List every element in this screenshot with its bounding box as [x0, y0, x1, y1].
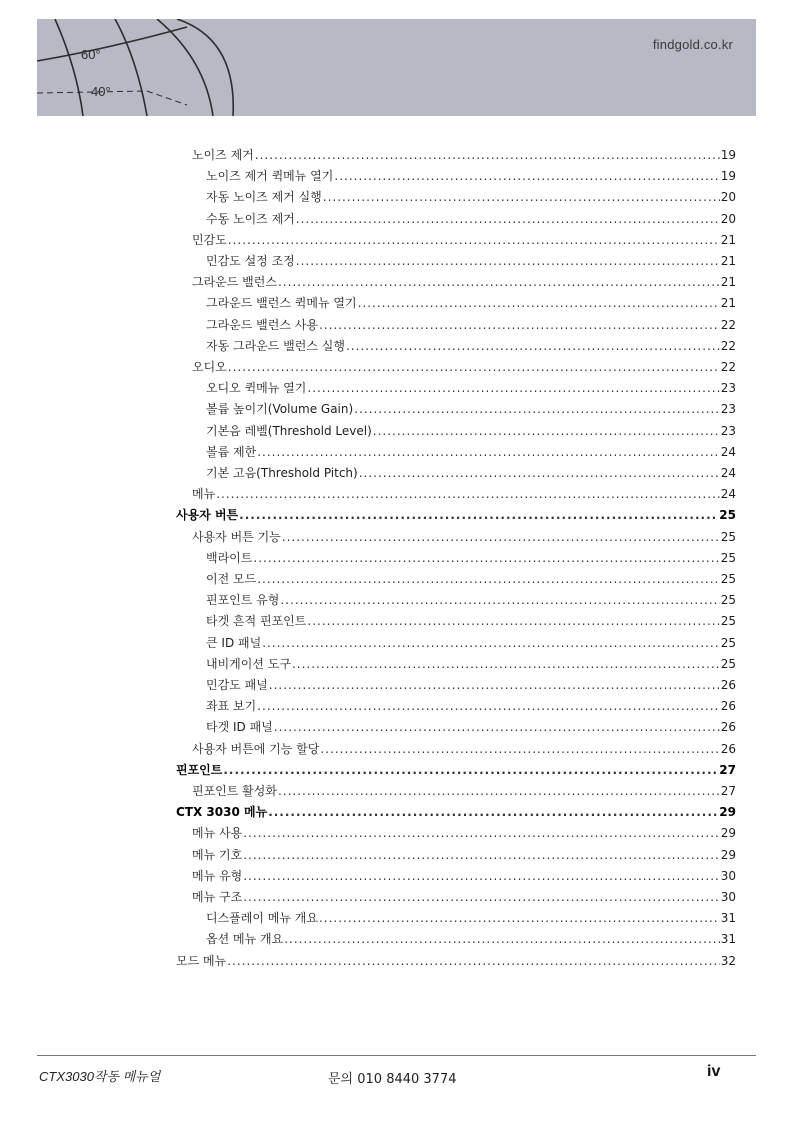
toc-entry[interactable]	[192, 782, 736, 800]
toc-leader-dots	[228, 231, 720, 249]
toc-entry-page: 22	[720, 317, 736, 332]
toc-entry-page: 19	[720, 148, 736, 162]
toc-leader-dots	[268, 803, 718, 821]
toc-entry[interactable]	[176, 506, 736, 524]
toc-entry[interactable]	[192, 231, 736, 249]
toc-entry-page: 26	[720, 720, 736, 735]
toc-entry[interactable]	[206, 697, 736, 715]
toc-entry-page: 27	[719, 762, 736, 777]
toc-entry[interactable]	[206, 422, 736, 440]
toc-entry-page: 23	[720, 423, 736, 438]
toc-leader-dots	[274, 718, 720, 736]
toc-entry-page: 31	[720, 932, 736, 947]
toc-entry-title: 메뉴 구조	[192, 890, 243, 904]
toc-entry-page: 27	[720, 784, 736, 798]
toc-entry[interactable]	[206, 718, 736, 736]
toc-entry[interactable]	[206, 930, 736, 948]
toc-leader-dots	[323, 188, 720, 206]
toc-leader-dots	[334, 167, 719, 185]
manual-title: CTX3030작동 메뉴얼	[39, 1069, 161, 1084]
toc-leader-dots	[284, 930, 720, 948]
toc-leader-dots	[255, 146, 720, 164]
toc-leader-dots	[257, 570, 720, 588]
toc-entry-title: 수동 노이즈 제거	[206, 211, 295, 226]
toc-entry-title: 기본음 레벨(Threshold Level)	[206, 423, 372, 438]
toc-entry-page: 21	[720, 254, 736, 268]
toc-entry[interactable]	[206, 167, 736, 185]
toc-entry[interactable]	[206, 549, 736, 567]
graticule-label-60: 60°	[81, 47, 101, 62]
toc-entry[interactable]	[206, 210, 736, 228]
toc-entry-title: 내비게이션 도구	[206, 656, 291, 671]
toc-entry[interactable]	[176, 803, 736, 821]
toc-leader-dots	[253, 549, 719, 567]
toc-leader-dots	[243, 824, 720, 842]
toc-entry-page: 25	[719, 508, 736, 523]
toc-entry-title: 디스플레이 메뉴 개요	[206, 911, 318, 926]
toc-entry[interactable]	[192, 867, 736, 885]
toc-leader-dots	[243, 888, 720, 906]
toc-entry-title: 민감도 설정 조정	[206, 254, 295, 268]
toc-entry-title: 이전 모드	[206, 572, 257, 586]
toc-entry[interactable]	[192, 888, 736, 906]
toc-entry[interactable]	[206, 400, 736, 418]
toc-leader-dots	[296, 210, 720, 228]
toc-entry-page: 25	[720, 593, 736, 608]
toc-entry-title: 메뉴 기호	[192, 847, 243, 862]
toc-entry-page: 24	[720, 444, 736, 459]
toc-entry-title: 그라운드 밸런스 사용	[206, 317, 318, 332]
toc-leader-dots	[319, 316, 720, 334]
toc-entry-page: 24	[720, 466, 736, 480]
toc-entry-title: 오디오 퀵메뉴 열기	[206, 381, 307, 396]
toc-entry-page: 24	[720, 487, 736, 502]
toc-entry[interactable]	[206, 443, 736, 461]
toc-entry[interactable]	[206, 464, 736, 482]
toc-entry[interactable]	[206, 337, 736, 355]
toc-entry[interactable]	[206, 252, 736, 270]
toc-entry[interactable]	[206, 909, 736, 927]
toc-entry-page: 26	[720, 678, 736, 692]
toc-entry-page: 30	[720, 890, 736, 904]
toc-entry-page: 25	[720, 635, 736, 650]
toc-leader-dots	[307, 379, 719, 397]
toc-entry-title: 모드 메뉴	[176, 953, 227, 968]
toc-entry-title: 핀포인트 활성화	[192, 784, 277, 798]
toc-entry-page: 22	[720, 338, 736, 353]
toc-leader-dots	[296, 252, 720, 270]
toc-entry[interactable]	[192, 485, 736, 503]
toc-entry-title: CTX 3030 메뉴	[176, 805, 268, 820]
toc-entry-title: 오디오	[192, 360, 227, 374]
toc-leader-dots	[227, 952, 720, 970]
toc-leader-dots	[243, 846, 720, 864]
toc-leader-dots	[292, 655, 720, 673]
toc-entry-title: 노이즈 제거	[192, 148, 254, 162]
toc-entry-page: 31	[720, 911, 736, 926]
toc-entry-page: 23	[720, 381, 736, 396]
toc-leader-dots	[373, 422, 720, 440]
toc-entry-title: 볼륨 제한	[206, 444, 257, 459]
toc-leader-dots	[269, 676, 720, 694]
toc-entry[interactable]	[192, 846, 736, 864]
toc-entry-title: 큰 ID 패널	[206, 635, 262, 650]
toc-leader-dots	[257, 697, 720, 715]
toc-entry-page: 25	[720, 572, 736, 586]
toc-entry-title: 그라운드 밸런스	[192, 275, 277, 290]
toc-entry-page: 22	[720, 360, 736, 374]
toc-entry-page: 29	[720, 847, 736, 862]
toc-entry[interactable]	[206, 379, 736, 397]
toc-entry-page: 29	[720, 826, 736, 841]
toc-entry-title: 볼륨 높이기(Volume Gain)	[206, 402, 354, 417]
toc-leader-dots	[239, 506, 718, 524]
toc-leader-dots	[257, 443, 720, 461]
toc-leader-dots	[307, 612, 719, 630]
toc-entry-title: 민감도 패널	[206, 678, 268, 692]
toc-entry[interactable]	[192, 273, 736, 291]
toc-entry-page: 25	[720, 656, 736, 671]
graticule-label-40: 40°	[91, 84, 111, 99]
toc-entry-page: 21	[720, 296, 736, 311]
footer-divider	[37, 1055, 756, 1056]
toc-entry-title: 메뉴 사용	[192, 826, 243, 841]
toc-entry[interactable]	[206, 188, 736, 206]
toc-entry[interactable]	[206, 612, 736, 630]
toc-entry-page: 19	[720, 169, 736, 184]
contact-phone: 문의 010 8440 3774	[328, 1072, 457, 1087]
toc-leader-dots	[223, 761, 718, 779]
toc-leader-dots	[358, 294, 720, 312]
toc-entry-title: 그라운드 밸런스 퀵메뉴 열기	[206, 296, 357, 311]
toc-entry[interactable]	[192, 146, 736, 164]
toc-entry-title: 타겟 ID 패널	[206, 720, 273, 735]
toc-entry-title: 사용자 버튼 기능	[192, 529, 281, 544]
site-url: findgold.co.kr	[652, 37, 733, 52]
toc-entry-page: 21	[720, 232, 736, 247]
toc-entry-title: 백라이트	[206, 550, 253, 565]
toc-leader-dots	[278, 273, 720, 291]
toc-leader-dots	[216, 485, 720, 503]
toc-entry-page: 26	[720, 741, 736, 756]
toc-leader-dots	[319, 909, 720, 927]
toc-entry[interactable]	[206, 591, 736, 609]
toc-entry[interactable]	[176, 952, 736, 970]
toc-leader-dots	[320, 740, 719, 758]
toc-leader-dots	[228, 358, 720, 376]
toc-entry[interactable]	[206, 294, 736, 312]
toc-leader-dots	[354, 400, 720, 418]
toc-entry[interactable]	[192, 740, 736, 758]
toc-entry[interactable]	[206, 655, 736, 673]
toc-entry[interactable]	[192, 358, 736, 376]
toc-entry-page: 25	[720, 550, 736, 565]
toc-leader-dots	[359, 464, 720, 482]
toc-entry-page: 20	[720, 190, 736, 205]
toc-entry[interactable]	[192, 824, 736, 842]
toc-entry-title: 타겟 흔적 핀포인트	[206, 614, 307, 629]
toc-entry[interactable]	[206, 676, 736, 694]
toc-entry[interactable]	[192, 528, 736, 546]
toc-entry-title: 메뉴	[192, 487, 216, 502]
toc-entry-title: 옵션 메뉴 개요	[206, 932, 284, 947]
toc-leader-dots	[282, 528, 720, 546]
toc-entry-page: 25	[720, 529, 736, 544]
toc-entry-title: 자동 노이즈 제거 실행	[206, 190, 322, 205]
toc-entry-title: 핀포인트	[176, 762, 223, 777]
page-number: iv	[707, 1063, 721, 1080]
toc-entry-title: 사용자 버튼에 기능 할당	[192, 741, 320, 756]
toc-entry-title: 노이즈 제거 퀵메뉴 열기	[206, 169, 334, 184]
toc-entry-page: 26	[720, 699, 736, 714]
toc-entry-title: 사용자 버튼	[176, 508, 239, 523]
toc-entry-page: 23	[720, 402, 736, 417]
toc-entry-page: 21	[720, 275, 736, 290]
toc-entry-page: 20	[720, 211, 736, 226]
toc-entry[interactable]	[176, 761, 736, 779]
toc-entry[interactable]	[206, 634, 736, 652]
toc-entry-title: 핀포인트 유형	[206, 593, 280, 608]
toc-leader-dots	[280, 591, 719, 609]
toc-entry-page: 25	[720, 614, 736, 629]
toc-entry-title: 좌표 보기	[206, 699, 257, 714]
toc-leader-dots	[243, 867, 720, 885]
toc-entry-page: 29	[719, 805, 736, 820]
toc-entry-title: 기본 고음(Threshold Pitch)	[206, 466, 358, 480]
toc-entry-page: 32	[720, 953, 736, 968]
toc-entry-page: 30	[720, 868, 736, 883]
toc-entry[interactable]	[206, 570, 736, 588]
toc-leader-dots	[278, 782, 720, 800]
toc-entry-title: 메뉴 유형	[192, 868, 243, 883]
toc-entry[interactable]	[206, 316, 736, 334]
toc-leader-dots	[262, 634, 720, 652]
toc-leader-dots	[346, 337, 720, 355]
toc-entry-title: 자동 그라운드 밸런스 실행	[206, 338, 345, 353]
toc-entry-title: 민감도	[192, 232, 227, 247]
